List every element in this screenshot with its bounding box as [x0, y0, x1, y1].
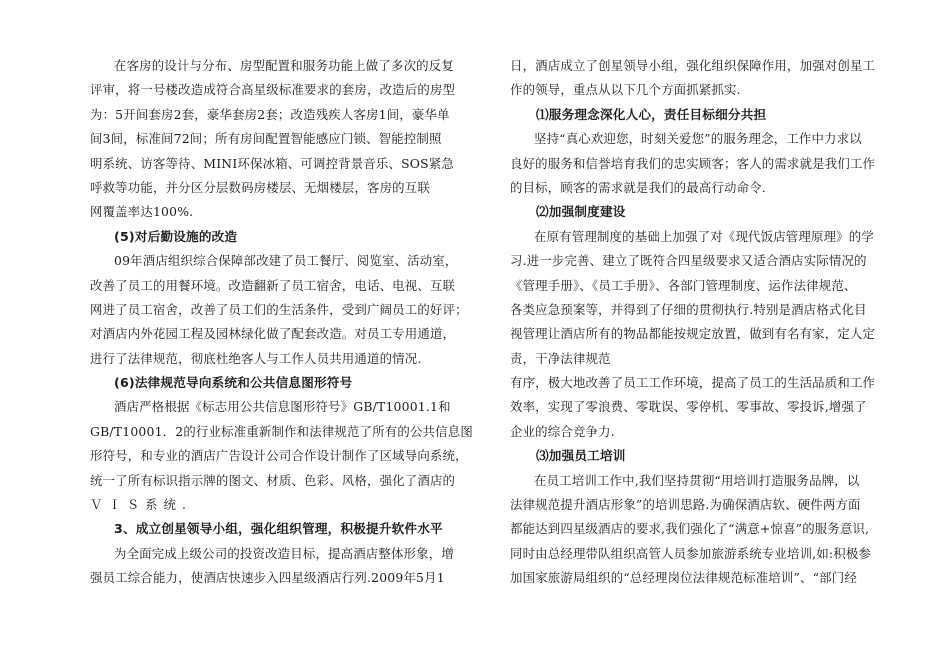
paragraph-start-line: 坚持“真心欢迎您，时刻关爱您”的服务理念，工作中力求以 — [534, 131, 862, 147]
text-line: 明系统、访客等待、MINI环保冰箱、可调控背景音乐、SOS紧急 — [90, 155, 455, 171]
section-heading: 3、成立创星领导小组，强化组织管理，积极提升软件水平 — [114, 521, 443, 537]
text-line: 的目标，顾客的需求就是我们的最高行动命令. — [510, 179, 766, 195]
text-line: 良好的服务和信誉培育我们的忠实顾客；客人的需求就是我们工作 — [510, 155, 876, 171]
text-line: 法律规范提升酒店形象”的培训思路.为确保酒店软、硬件两方面 — [510, 497, 861, 513]
text-line: 《管理手册》、《员工手册》、各部门管理制度、运作法律规范、 — [510, 277, 857, 293]
paragraph-start-line: 酒店严格根据《标志用公共信息图形符号》GB/T10001.1和 — [114, 399, 451, 415]
section-heading: ⑶加强员工培训 — [536, 448, 626, 464]
left-column — [90, 54, 473, 591]
text-line: 强员工综合能力，使酒店快速步入四星级酒店行列.2009年5月1 — [90, 570, 445, 586]
paragraph-start-line: 在客房的设计与分布、房型配置和服务功能上做了多次的反复 — [114, 58, 454, 73]
paragraph-start-line: 在原有管理制度的基础上加强了对《现代饭店管理原理》的学 — [534, 228, 874, 244]
section-heading: (6)法律规范导向系统和公共信息图形符号 — [114, 375, 353, 391]
right-column — [510, 54, 876, 591]
text-line: 都能达到四星级酒店的要求,我们强化了“满意+惊喜”的服务意识, — [510, 521, 870, 537]
text-line: 视管理让酒店所有的物品都能按规定放置，做到有名有家，定人定 — [510, 326, 876, 342]
text-line: 统一了所有标识指示牌的图文、材质、色彩、风格，强化了酒店的 — [90, 472, 456, 488]
text-line: 习.进一步完善、建立了既符合四星级要求又适合酒店实际情况的 — [510, 253, 867, 269]
text-line: 加国家旅游局组织的“总经理岗位法律规范标准培训”、“部门经 — [510, 570, 857, 586]
text-line: 责，干净法律规范 — [510, 350, 611, 366]
section-heading: ⑵加强制度建设 — [536, 204, 626, 220]
text-line: 作的领导，重点从以下几个方面抓紧抓实. — [510, 82, 741, 98]
text-line: 对酒店内外花园工程及园林绿化做了配套改造。对员工专用通道， — [90, 326, 456, 342]
text-line: 为：5开间套房2套，豪华套房2套；改造残疾人客房1间，豪华单 — [90, 106, 450, 122]
paragraph-start-line: 为全面完成上级公司的投资改造目标，提高酒店整体形象，增 — [114, 545, 454, 561]
text-line: 同时由总经理带队组织高管人员参加旅游系统专业培训,如:积极参 — [510, 545, 872, 561]
text-line: 形符号，和专业的酒店广告设计公司合作设计制作了区域导向系统， — [90, 448, 468, 464]
text-line: 各类应急预案等，并得到了仔细的贯彻执行.特别是酒店格式化目 — [510, 301, 867, 317]
text-line: 日，酒店成立了创星领导小组，强化组织保障作用，加强对创星工 — [510, 58, 876, 73]
text-line: 网进了员工宿舍，改善了员工们的生活条件，受到广阔员工的好评； — [90, 301, 468, 317]
text-line: 间3间，标准间72间；所有房间配置智能感应门锁、智能控制照 — [90, 131, 442, 147]
text-line: GB/T10001．2的行业标准重新制作和法律规范了所有的公共信息图 — [90, 423, 473, 439]
paragraph-start-line: 在员工培训工作中,我们坚持贯彻“用培训打造服务品牌，以 — [534, 472, 860, 488]
text-line: 改善了员工的用餐环境。改造翻新了员工宿舍，电话、电视、互联 — [90, 277, 456, 293]
text-line: ＶＩＳ系统. — [90, 497, 192, 513]
text-line: 评审，将一号楼改造成符合高星级标准要求的套房，改造后的房型 — [90, 82, 456, 98]
section-heading: (5)对后勤设施的改造 — [114, 228, 238, 244]
text-line: 效率，实现了零浪费、零耽误、零停机、零事故、零投诉,增强了 — [510, 399, 867, 415]
text-line: 网覆盖率达100%. — [90, 204, 194, 220]
text-line: 有序，极大地改善了员工工作环境，提高了员工的生活品质和工作 — [510, 375, 876, 391]
text-line: 呼救等功能，并分区分层数码房楼层、无烟楼层，客房的互联 — [90, 179, 430, 195]
text-line: 进行了法律规范，彻底杜绝客人与工作人员共用通道的情况. — [90, 350, 422, 366]
paragraph-start-line: 09年酒店组织综合保障部改建了员工餐厅、阅览室、活动室， — [114, 253, 458, 269]
section-heading: ⑴服务理念深化人心，责任目标细分共担 — [536, 106, 767, 122]
text-line: 企业的综合竞争力. — [510, 423, 615, 439]
